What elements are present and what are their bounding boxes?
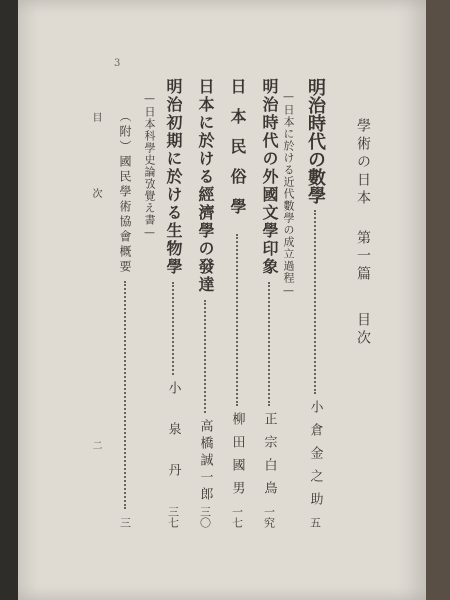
entry-title: 明治時代の數學	[305, 78, 326, 204]
entry-author: 小倉金之助	[307, 400, 323, 515]
entry-page: 三七	[166, 506, 180, 528]
side-label-1: 目	[90, 112, 101, 123]
entry-page: 五	[308, 517, 322, 528]
entry-page: 一究	[262, 506, 276, 528]
entry-author: 小泉丹	[165, 381, 181, 504]
footer-number: 二	[90, 440, 101, 451]
entry-author: 柳田國男	[229, 412, 245, 504]
entry-page: 三〇	[198, 506, 212, 528]
entry-5-subtitle: —日本科學史論攷覺え書—	[143, 92, 156, 240]
toc-entry-1	[303, 78, 327, 528]
entry-1-subtitle: —日本に於ける近代數學の成立過程—	[282, 90, 295, 298]
entry-title: 明治初期に於ける生物學	[164, 78, 183, 276]
header-book-title: 學術の日本	[355, 118, 371, 208]
book-page	[18, 0, 426, 600]
toc-entry-6	[116, 110, 134, 528]
toc-entry-4	[194, 78, 216, 528]
toc-entry-5	[162, 78, 184, 528]
toc-entry-2	[258, 78, 280, 528]
leader-dots	[204, 300, 206, 413]
toc-entry-3	[226, 78, 248, 528]
leader-dots	[124, 281, 126, 509]
entry-title: 日本民俗學	[228, 78, 247, 228]
leader-dots	[236, 234, 238, 406]
entry-page: 一七	[230, 506, 244, 528]
entry-title: 明治時代の外國文學印象	[260, 78, 279, 276]
leader-dots	[268, 282, 270, 406]
entry-page: 三	[118, 517, 132, 528]
entry-author: 正宗白鳥	[261, 412, 277, 504]
header-toc: 目次	[355, 312, 371, 348]
header-volume: 第一篇	[355, 230, 371, 284]
entry-title: （附）國民學術協會概要	[118, 110, 132, 275]
page-mark: 3	[114, 58, 121, 69]
side-label-2: 次	[90, 188, 101, 199]
entry-author: 高橋誠一郎	[197, 419, 213, 504]
entry-title: 日本に於ける經濟學の發達	[196, 78, 215, 294]
leader-dots	[314, 210, 316, 394]
leader-dots	[172, 282, 174, 375]
